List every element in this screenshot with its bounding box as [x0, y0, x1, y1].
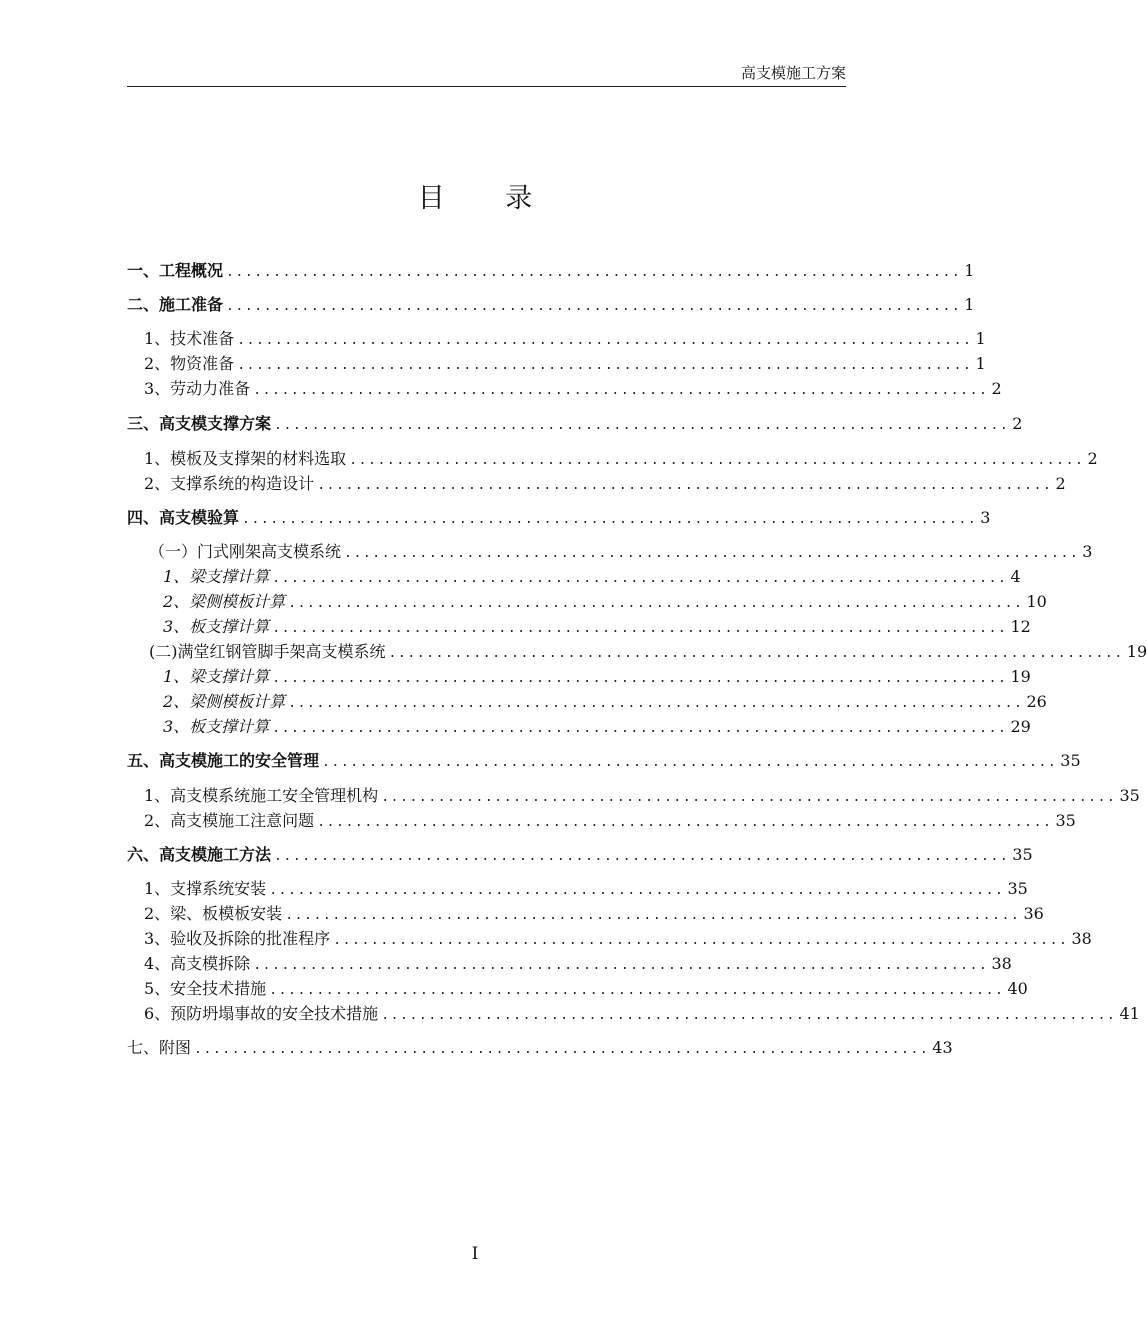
toc-leader: ..............................................................................: [272, 671, 1008, 686]
toc-entry-page: 1: [975, 329, 986, 348]
toc-entry-text: 2、高支模施工注意问题: [144, 811, 315, 830]
toc-leader: ..............................................................................: [381, 1008, 1117, 1023]
toc-entry-text: 一、工程概况: [127, 261, 224, 280]
toc-entry[interactable]: [127, 810, 1076, 832]
toc-leader: ..............................................................................: [388, 646, 1124, 661]
toc-entry-text: (二)满堂红钢管脚手架高支模系统: [149, 642, 386, 661]
toc-entry-text: 1、技术准备: [144, 329, 235, 348]
toc-entry[interactable]: [127, 260, 975, 282]
toc-entry-page: 1: [975, 354, 986, 373]
toc-entry-text: 2、梁侧模板计算: [163, 592, 286, 611]
toc-entry-text: 1、高支模系统施工安全管理机构: [144, 786, 379, 805]
toc-entry-page: 2: [991, 379, 1002, 398]
toc-entry-page: 29: [1010, 717, 1031, 736]
toc-entry-text: 七、附图: [127, 1038, 192, 1057]
toc-leader: ..............................................................................: [272, 621, 1008, 636]
toc-leader: ..............................................................................: [226, 265, 962, 280]
toc-leader: ..............................................................................: [237, 358, 973, 373]
toc-entry-page: 1: [964, 295, 975, 314]
toc-entry-text: 1、梁支撑计算: [163, 567, 270, 586]
toc-entry-text: 2、支撑系统的构造设计: [144, 474, 315, 493]
toc-entry[interactable]: [127, 785, 1140, 807]
toc-entry-text: 4、高支模拆除: [144, 954, 251, 973]
toc-entry[interactable]: [127, 666, 1031, 688]
toc-entry[interactable]: [127, 844, 1033, 866]
toc-entry-page: 43: [932, 1038, 953, 1057]
toc-entry[interactable]: [127, 978, 1028, 1000]
toc-leader: ..............................................................................: [253, 958, 989, 973]
toc-entry-page: 19: [1010, 667, 1031, 686]
toc-entry-text: 六、高支模施工方法: [127, 845, 272, 864]
toc-entry-text: 1、支撑系统安装: [144, 879, 267, 898]
toc-entry-page: 35: [1012, 845, 1033, 864]
toc-leader: ..............................................................................: [226, 299, 962, 314]
toc-entry-page: 1: [964, 261, 975, 280]
toc-entry[interactable]: [127, 1037, 953, 1059]
toc-entry[interactable]: [127, 691, 1047, 713]
toc-entry-page: 12: [1010, 617, 1031, 636]
toc-entry-page: 2: [1087, 449, 1098, 468]
toc-entry[interactable]: [127, 1003, 1140, 1025]
toc-entry-page: 19: [1126, 642, 1147, 661]
toc-leader: ..............................................................................: [253, 383, 989, 398]
toc-leader: ..............................................................................: [317, 815, 1053, 830]
toc-entry-page: 4: [1010, 567, 1021, 586]
toc-entry[interactable]: [127, 328, 986, 350]
toc-entry[interactable]: [127, 353, 986, 375]
toc-entry-text: 五、高支模施工的安全管理: [127, 751, 320, 770]
toc-entry-text: 2、梁侧模板计算: [163, 692, 286, 711]
toc-entry-page: 10: [1026, 592, 1047, 611]
toc-entry[interactable]: [127, 413, 1023, 435]
toc-entry[interactable]: [127, 953, 1012, 975]
toc-leader: ..............................................................................: [274, 418, 1010, 433]
toc-entry-text: 5、安全技术措施: [144, 979, 267, 998]
toc-leader: ..............................................................................: [194, 1042, 930, 1057]
toc-leader: ..............................................................................: [333, 933, 1069, 948]
footer-page-number: I: [471, 1244, 479, 1264]
toc-entry-text: 3、劳动力准备: [144, 379, 251, 398]
toc-entry-text: 二、施工准备: [127, 295, 224, 314]
toc-entry-page: 40: [1007, 979, 1028, 998]
toc-entry-page: 3: [1082, 542, 1093, 561]
toc-entry-text: 3、验收及拆除的批准程序: [144, 929, 331, 948]
toc-entry-page: 35: [1007, 879, 1028, 898]
toc-entry-text: 1、模板及支撑架的材料选取: [144, 449, 347, 468]
toc-entry[interactable]: [127, 750, 1081, 772]
toc-leader: ..............................................................................: [272, 721, 1008, 736]
toc-entry-text: 1、梁支撑计算: [163, 667, 270, 686]
toc-entry-page: 3: [980, 508, 991, 527]
toc-entry-text: 2、物资准备: [144, 354, 235, 373]
toc-leader: ..............................................................................: [269, 883, 1005, 898]
toc-leader: ..............................................................................: [381, 790, 1117, 805]
toc-entry-text: （一）门式刚架高支模系统: [149, 542, 342, 561]
toc-entry-page: 2: [1055, 474, 1066, 493]
toc-entry[interactable]: [127, 878, 1028, 900]
toc-entry-page: 26: [1026, 692, 1047, 711]
toc-leader: ..............................................................................: [274, 849, 1010, 864]
toc-entry-text: 3、板支撑计算: [163, 617, 270, 636]
toc-title: 目 录: [417, 183, 559, 214]
toc-entry[interactable]: [127, 378, 1002, 400]
toc-entry-page: 41: [1119, 1004, 1140, 1023]
toc-entry-page: 2: [1012, 414, 1023, 433]
toc-entry[interactable]: [127, 616, 1031, 638]
toc-entry-page: 35: [1060, 751, 1081, 770]
toc-entry-page: 38: [991, 954, 1012, 973]
toc-entry[interactable]: [127, 716, 1031, 738]
toc-leader: ..............................................................................: [317, 478, 1053, 493]
toc-entry[interactable]: [127, 294, 975, 316]
toc-leader: ..............................................................................: [288, 596, 1024, 611]
toc-leader: ..............................................................................: [272, 571, 1008, 586]
toc-entry[interactable]: [127, 448, 1098, 470]
toc-leader: ..............................................................................: [285, 908, 1021, 923]
toc-entry[interactable]: [127, 507, 991, 529]
toc-entry-text: 3、板支撑计算: [163, 717, 270, 736]
toc-leader: ..............................................................................: [242, 512, 978, 527]
toc-entry-text: 6、预防坍塌事故的安全技术措施: [144, 1004, 379, 1023]
toc-entry[interactable]: [127, 473, 1066, 495]
header-rule: [127, 86, 846, 87]
toc-entry-text: 三、高支模支撑方案: [127, 414, 272, 433]
toc-entry-page: 35: [1055, 811, 1076, 830]
toc-entry[interactable]: [127, 641, 1147, 663]
toc-entry-page: 35: [1119, 786, 1140, 805]
toc-leader: ..............................................................................: [237, 333, 973, 348]
toc-leader: ..............................................................................: [349, 453, 1085, 468]
toc-leader: ..............................................................................: [322, 755, 1058, 770]
toc-leader: ..............................................................................: [269, 983, 1005, 998]
toc-entry[interactable]: [127, 591, 1047, 613]
header-title: 高支模施工方案: [740, 64, 846, 82]
toc-entry[interactable]: [127, 566, 1021, 588]
toc-entry-text: 2、梁、板模板安装: [144, 904, 283, 923]
toc-entry[interactable]: [127, 541, 1093, 563]
toc-entry[interactable]: [127, 928, 1092, 950]
toc-entry-text: 四、高支模验算: [127, 508, 240, 527]
toc-entry-page: 36: [1023, 904, 1044, 923]
toc-entry[interactable]: [127, 903, 1044, 925]
toc-leader: ..............................................................................: [288, 696, 1024, 711]
toc-entry-page: 38: [1071, 929, 1092, 948]
toc-leader: ..............................................................................: [344, 546, 1080, 561]
